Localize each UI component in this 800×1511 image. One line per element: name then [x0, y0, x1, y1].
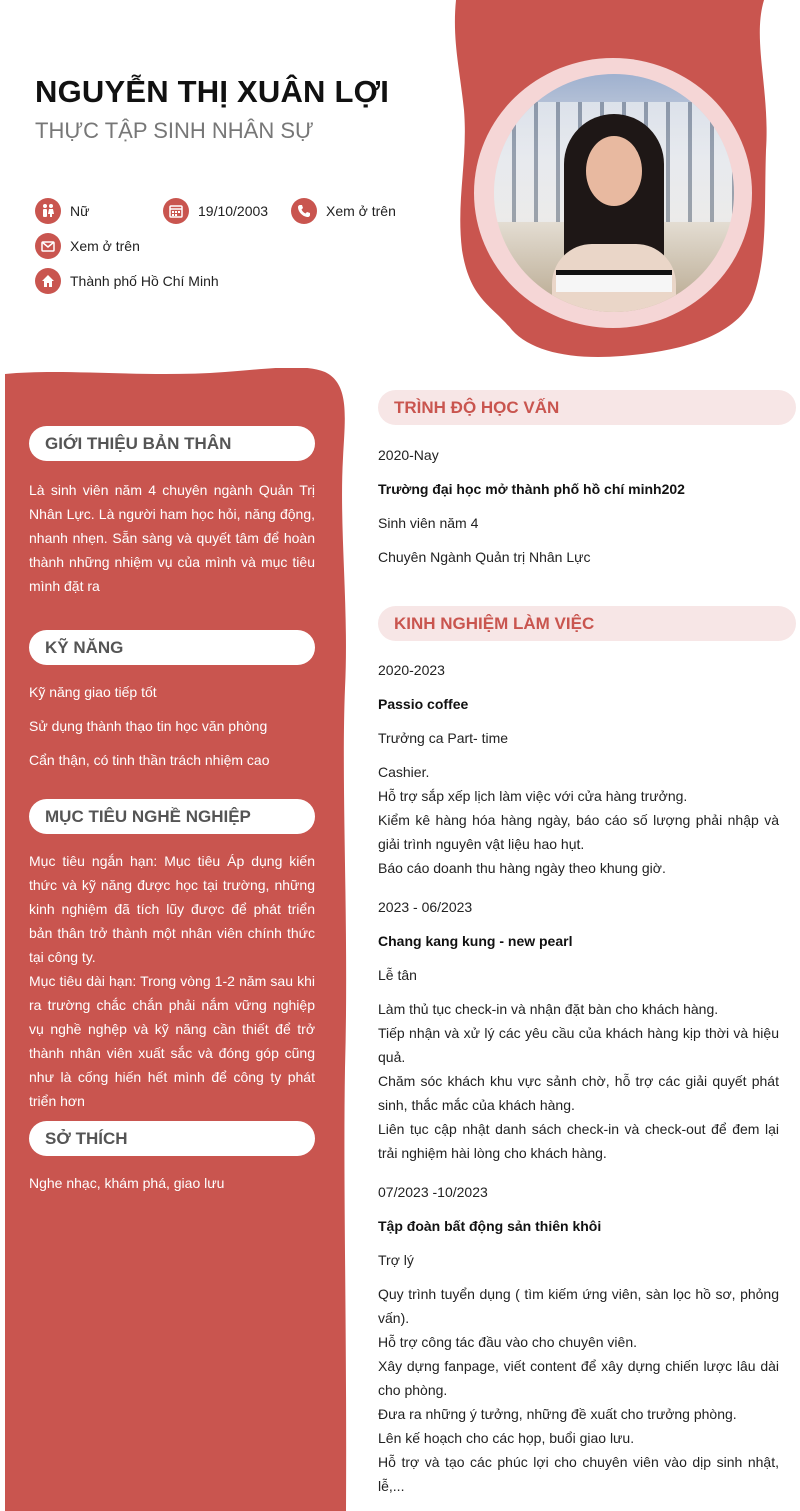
hobbies-text: Nghe nhạc, khám phá, giao lưu: [29, 1175, 225, 1191]
gender-info: [35, 198, 89, 224]
education-period: 2020-Nay: [378, 447, 439, 463]
home-icon: [35, 268, 61, 294]
about-text: Là sinh viên năm 4 chuyên ngành Quản Trị Nhân Lực. Là người ham học hỏi, năng động, nhanh nhẹn. Sẵn sàng và quyết tâm để hoàn thành những nhiệm vụ của mình và mục tiêu mình đặt ra: [29, 482, 315, 594]
birthdate-value: 19/10/2003: [198, 203, 269, 219]
address-info: [35, 268, 219, 294]
skill-item: Cẩn thận, có tinh thần trách nhiệm cao: [29, 752, 270, 768]
job-duty: Tiếp nhận và xử lý các yêu cầu của khách hàng kịp thời và hiệu quả.: [378, 1025, 779, 1065]
gender-value: Nữ: [70, 203, 90, 219]
candidate-name: NGUYỄN THỊ XUÂN LỢI: [35, 74, 390, 109]
skills-heading: KỸ NĂNG: [29, 630, 315, 665]
hobbies-heading: SỞ THÍCH: [29, 1121, 315, 1156]
gender-icon: [35, 198, 61, 224]
job-duty: Chăm sóc khách khu vực sảnh chờ, hỗ trợ các giải quyết phát sinh, thắc mắc của khách hàng.: [378, 1073, 779, 1113]
job-duties: [378, 997, 779, 1165]
job-duty: Báo cáo doanh thu hàng ngày theo khung giờ.: [378, 860, 666, 876]
long-term-goal: Mục tiêu dài hạn: Trong vòng 1-2 năm sau khi ra trường chắc chắn phải nắm vững nghiệp vụ nghề nghệp và kỹ năng cần thiết để trở thành nhân viên xuất sắc và đóng góp cũng như là cống hiến hết mình để công ty phát triển hơn: [29, 973, 315, 1109]
job-company: Passio coffee: [378, 696, 469, 712]
job-duty: Hỗ trợ và tạo các phúc lợi cho chuyên viên vào dịp sinh nhật, lễ,...: [378, 1454, 779, 1494]
job-duty: Cashier.: [378, 764, 430, 780]
skill-item: Sử dụng thành thạo tin học văn phòng: [29, 718, 268, 734]
job-role: Trợ lý: [378, 1252, 414, 1268]
birthdate-info: [163, 198, 268, 224]
email-icon: [35, 233, 61, 259]
job-company: Tập đoàn bất động sản thiên khôi: [378, 1218, 602, 1234]
about-heading: GIỚI THIỆU BẢN THÂN: [29, 426, 315, 461]
job-duty: Liên tục cập nhật danh sách check-in và check-out để đem lại trải nghiệm hài lòng cho khách hàng.: [378, 1121, 779, 1161]
job-duty: Kiểm kê hàng hóa hàng ngày, báo cáo số lượng phải nhập và giải trình nguyên vật liệu hao hụt.: [378, 812, 779, 852]
job-duty: Xây dựng fanpage, viết content để xây dựng chiến lược lâu dài cho phòng.: [378, 1358, 779, 1398]
job-duty: Đưa ra những ý tưởng, những đề xuất cho trưởng phòng.: [378, 1406, 737, 1422]
email-info: [35, 233, 140, 259]
education-school: Trường đại học mở thành phố hồ chí minh202: [378, 481, 685, 497]
address-value: Thành phố Hồ Chí Minh: [70, 273, 219, 289]
phone-icon: [291, 198, 317, 224]
job-duty: Làm thủ tục check-in và nhận đặt bàn cho khách hàng.: [378, 1001, 719, 1017]
job-role: Lễ tân: [378, 967, 417, 983]
job-duty: Lên kế hoạch cho các họp, buổi giao lưu.: [378, 1430, 635, 1446]
job-company: Chang kang kung - new pearl: [378, 933, 573, 949]
education-heading: TRÌNH ĐỘ HỌC VẤN: [378, 390, 796, 425]
job-period: 07/2023 -10/2023: [378, 1184, 488, 1200]
job-duty: Quy trình tuyển dụng ( tìm kiếm ứng viên, sàn lọc hồ sơ, phỏng vấn).: [378, 1286, 779, 1326]
experience-heading: KINH NGHIỆM LÀM VIỆC: [378, 606, 796, 641]
job-duty: Hỗ trợ sắp xếp lịch làm việc với cửa hàng trưởng.: [378, 788, 688, 804]
calendar-icon: [163, 198, 189, 224]
job-period: 2020-2023: [378, 662, 445, 678]
email-value: Xem ở trên: [70, 238, 140, 254]
education-major: Chuyên Ngành Quản trị Nhân Lực: [378, 549, 591, 565]
job-duty: Hỗ trợ công tác đầu vào cho chuyên viên.: [378, 1334, 637, 1350]
education-level: Sinh viên năm 4: [378, 515, 479, 531]
job-period: 2023 - 06/2023: [378, 899, 473, 915]
job-duties: [378, 1282, 779, 1498]
phone-value: Xem ở trên: [326, 203, 396, 219]
job-duties: [378, 760, 779, 880]
phone-info: [291, 198, 396, 224]
goals-heading: MỤC TIÊU NGHỀ NGHIỆP: [29, 799, 315, 834]
short-term-goal: Mục tiêu ngắn hạn: Mục tiêu Áp dụng kiến thức và kỹ năng được học tại trường, những kinh nghiệm đã tích lũy được để phát triển bản thân trở thành một nhân viên chính thức tại công ty.: [29, 853, 315, 965]
skill-item: Kỹ năng giao tiếp tốt: [29, 684, 157, 700]
job-role: Trưởng ca Part- time: [378, 730, 509, 746]
candidate-title: THỰC TẬP SINH NHÂN SỰ: [35, 118, 314, 143]
profile-photo: [494, 74, 734, 312]
